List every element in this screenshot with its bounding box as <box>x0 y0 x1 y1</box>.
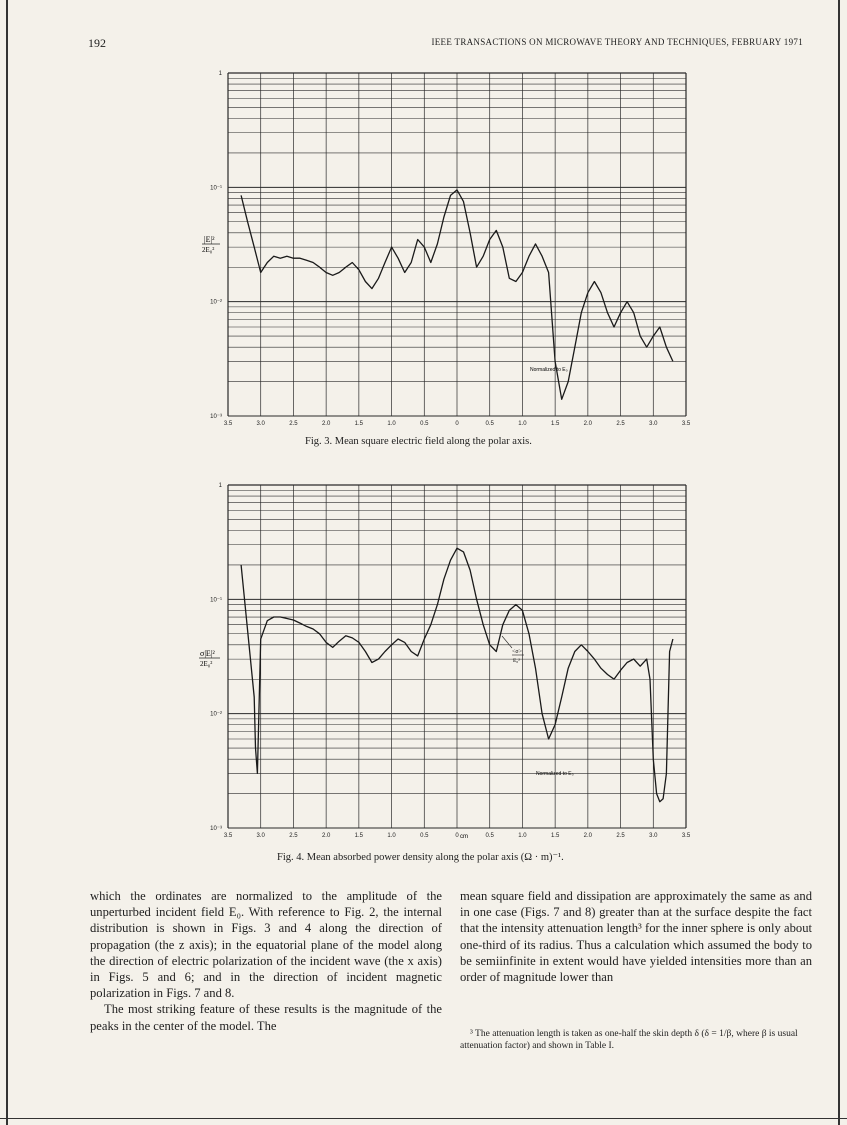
y-tick-label: 10⁻³ <box>210 414 222 420</box>
x-tick-label: 1.0 <box>387 833 396 839</box>
x-tick-label: 1.5 <box>550 833 560 839</box>
y-tick-label: 10⁻¹ <box>210 597 222 604</box>
y-tick-label: 10⁻¹ <box>210 185 222 192</box>
fig4-inner-label-bottom: E₀² <box>513 658 520 664</box>
figure-3-chart <box>0 60 847 432</box>
x-tick-label: 0 <box>455 833 459 839</box>
x-tick-label: 3.5 <box>223 833 233 839</box>
x-tick-label: 3.0 <box>256 833 265 839</box>
x-tick-label: 3.5 <box>681 421 691 427</box>
y-tick-label: 1 <box>218 71 222 77</box>
paragraph: The most striking feature of these results is the magnitude of the peaks in the center of the model. The <box>90 1002 442 1033</box>
x-tick-label: 2.5 <box>616 833 625 839</box>
x-tick-label: 0 <box>455 421 459 427</box>
x-tick-label: 2.0 <box>321 421 331 427</box>
fig4-ylabel-top: σ|E|² <box>200 649 215 658</box>
x-tick-label: 1.0 <box>387 421 396 427</box>
running-title: IEEE TRANSACTIONS ON MICROWAVE THEORY AND TECHNIQUES, FEBRUARY 1971 <box>431 37 803 47</box>
x-tick-label: 1.5 <box>550 421 560 427</box>
text-column-right <box>460 888 812 985</box>
fig4-x-unit: cm <box>460 834 468 840</box>
fig3-ylabel-bottom: 2E₀² <box>202 246 215 254</box>
fig3-ylabel-top: |E|² <box>204 235 215 244</box>
y-tick-label: 1 <box>218 483 222 489</box>
x-tick-label: 1.0 <box>518 833 527 839</box>
figure-4-caption: Fig. 4. Mean absorbed power density along the polar axis (Ω · m)⁻¹. <box>277 852 564 863</box>
x-tick-label: 0.5 <box>420 833 429 839</box>
text-column-left <box>90 888 442 1034</box>
page-number: 192 <box>88 36 106 50</box>
x-tick-label: 3.0 <box>256 421 265 427</box>
y-tick-label: 10⁻² <box>210 299 222 306</box>
x-tick-label: 2.5 <box>289 421 298 427</box>
fig4-inner-label-pointer <box>502 636 512 648</box>
footnote: ³ The attenuation length is taken as one-half the skin depth δ (δ = 1/β, where β is usual attenuation factor) and shown in Table I. <box>460 1029 798 1051</box>
x-tick-label: 1.5 <box>354 421 364 427</box>
x-tick-label: 3.5 <box>223 421 233 427</box>
x-tick-label: 2.5 <box>289 833 298 839</box>
paragraph: mean square field and dissipation are approximately the same as and in one case (Figs. 7 and 8) greater than at the surface despite the fact that the intensity attenuation length³ for the inner sphere is only about one-third of its radius. Thus a calculation which assumed the body to be semiinfinite in extent would have yielded intensities more than an order of magnitude lower than <box>460 889 812 985</box>
x-tick-label: 0.5 <box>485 421 494 427</box>
x-tick-label: 0.5 <box>420 421 429 427</box>
x-tick-label: 3.0 <box>649 833 658 839</box>
x-tick-label: 0.5 <box>485 833 494 839</box>
x-tick-label: 1.5 <box>354 833 364 839</box>
fig4-ylabel-bottom: 2E₀² <box>200 660 213 668</box>
x-tick-label: 3.5 <box>681 833 691 839</box>
y-tick-label: 10⁻² <box>210 711 222 718</box>
x-tick-label: 2.0 <box>583 833 593 839</box>
figure-4-chart <box>0 472 847 844</box>
fig4-inner-label-top: <σ> <box>512 649 523 655</box>
bottom-margin-rule <box>0 1118 847 1119</box>
x-tick-label: 3.0 <box>649 421 658 427</box>
x-tick-label: 2.0 <box>583 421 593 427</box>
x-tick-label: 2.0 <box>321 833 331 839</box>
x-tick-label: 1.0 <box>518 421 527 427</box>
fig3-annotation: Normalized to E₀ <box>530 367 568 373</box>
y-tick-label: 10⁻³ <box>210 826 222 832</box>
fig4-annotation: Normalized to E₀ <box>536 771 574 777</box>
figure-3-caption: Fig. 3. Mean square electric field along the polar axis. <box>305 436 532 447</box>
x-tick-label: 2.5 <box>616 421 625 427</box>
paragraph: which the ordinates are normalized to the amplitude of the unperturbed incident field E₀. With reference to Fig. 2, the internal distribution is shown in Figs. 3 and 4 along the direction of propagation (the z axis); in the equatorial plane of the model along the direction of electric polarization of the incident wave (the x axis) in Figs. 5 and 6; and in the direction of incident magnetic polarization in Figs. 7 and 8. <box>90 889 442 1001</box>
